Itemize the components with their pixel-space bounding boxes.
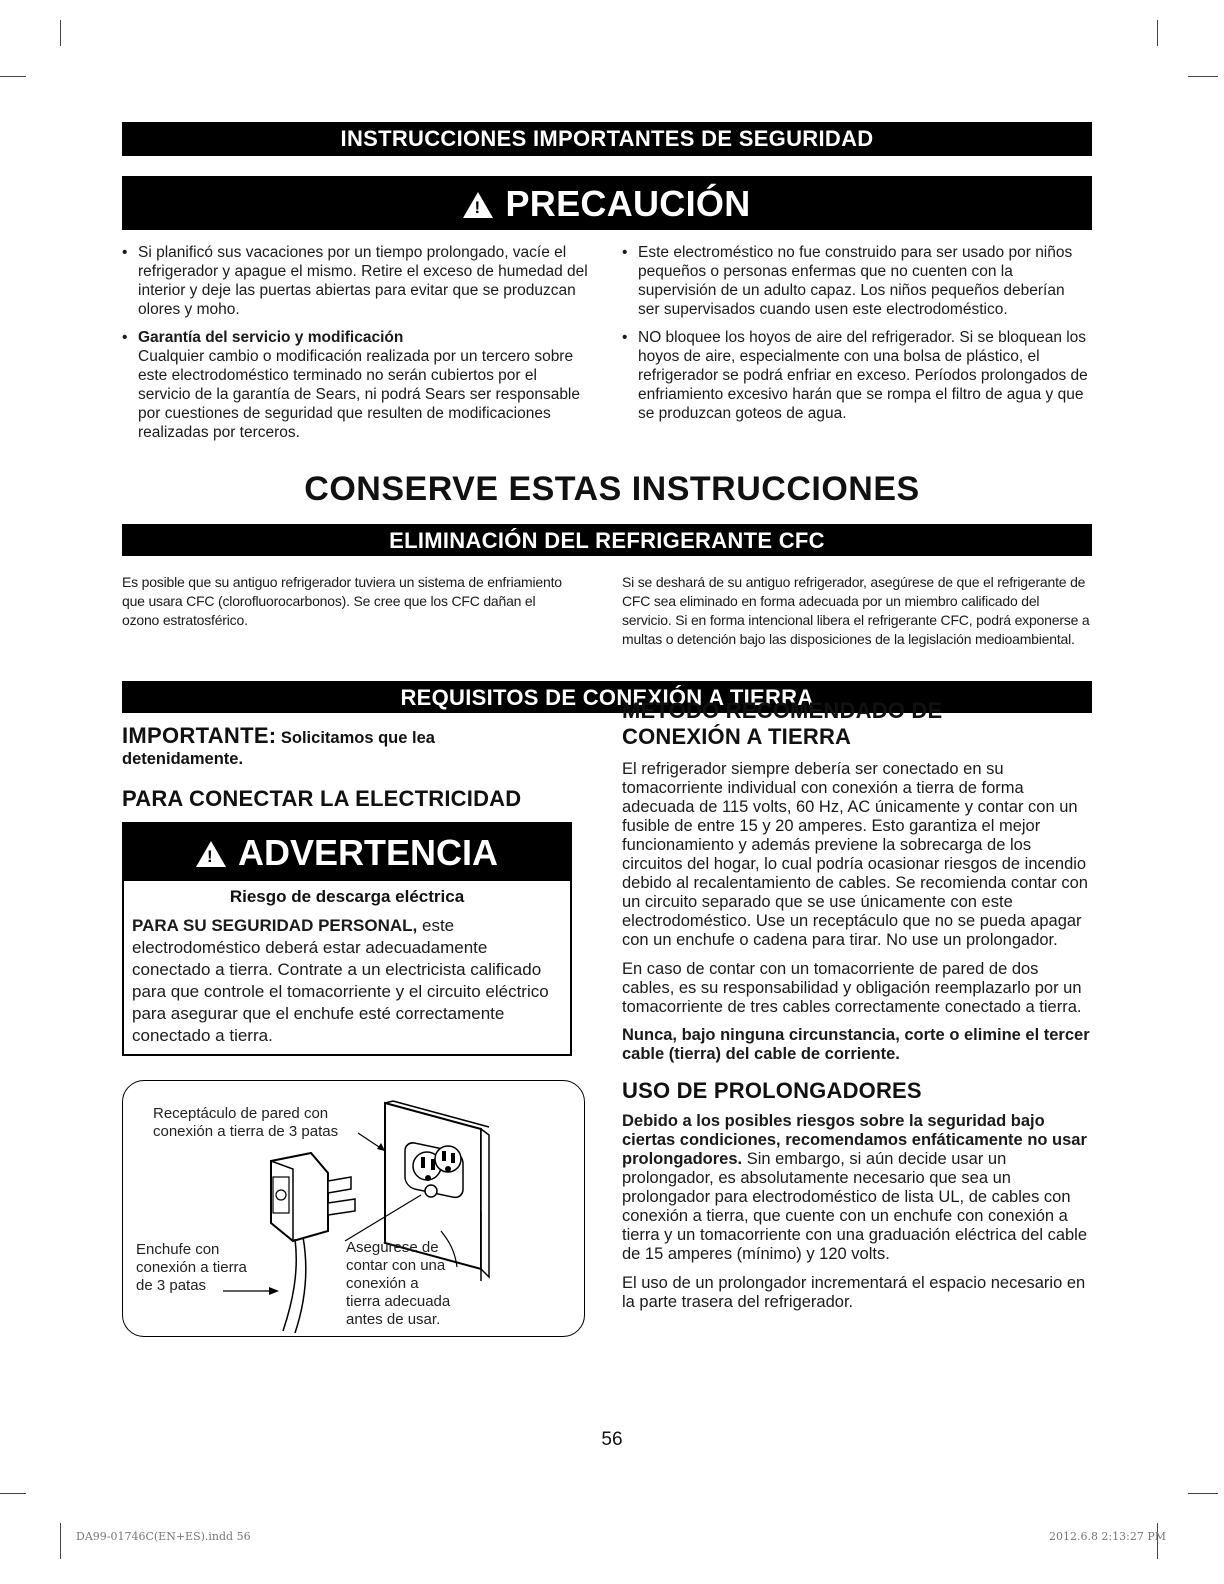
crop-mark [0, 1493, 26, 1494]
caution-item-airholes: NO bloquee los hoyos de aire del refrigerador. Si se bloquean los hoyos de aire, especialmente con una bolsa de plástico, el refrigerador se podrá enfriar en exceso. Períodos prolongados de enfriamiento excesivo harán que se rompa el filtro de agua y que se produzcan goteos de agua. [638, 329, 1088, 422]
warning-body [124, 907, 570, 1047]
method-warning: Nunca, bajo ninguna circunstancia, corte o elimine el tercer cable (tierra) del cable de corriente. [622, 1026, 1090, 1063]
method-title-line: CONEXIÓN A TIERRA [622, 724, 852, 749]
cfc-right-text: Si se deshará de su antiguo refrigerador, asegúrese de que el refrigerante de CFC sea eliminado en forma adecuada por un miembro calificado del servicio. Si en forma intencional libera el refrigerante CFC, podrá exponerse a multas o detención bajo las disposiciones de la legislación medioambiental. [622, 574, 1090, 647]
caption-line: antes de usar. [346, 1311, 441, 1328]
method-column [622, 698, 1092, 1312]
footer-file: DA99-01746C(EN+ES).indd 56 [76, 1530, 251, 1543]
warning-text: este electrodoméstico deberá estar adecuadamente conectado a tierra. Contrate a un electricista calificado para que controle el tomacorriente y el circuito eléctrico para asegurar que el enchufe esté correctamente conectado a tierra. [132, 916, 549, 1045]
method-paragraph-2: En caso de contar con un tomacorriente de pared de dos cables, es su responsabilidad y obligación reemplazarlo por un tomacorriente de tres cables correctamente conectado a tierra. [622, 960, 1082, 1016]
crop-mark [0, 76, 26, 77]
crop-mark [60, 20, 61, 46]
warning-box [122, 822, 572, 1056]
list-item [122, 243, 592, 319]
warning-icon [463, 192, 493, 218]
method-paragraph-1: El refrigerador siempre debería ser conectado en su tomacorriente individual con conexión a tierra de forma adecuada de 115 volts, 60 Hz, AC únicamente y contar con un fusible de entre 15 y 20 amperes. Esto garantiza el mejor funcionamiento y además previene la sobrecarga de los circuitos del hogar, lo cual podría ocasionar riesgos de incendio debido al recalentamiento de cables. Se recomienda contar con un circuito separado que se use únicamente con este electrodoméstico. Use un receptáculo que no se pueda apagar con un enchufe o cadena para tirar. No use un prolongador. [622, 760, 1088, 949]
caution-header [122, 176, 1092, 230]
warranty-text: Cualquier cambio o modificación realizada por un tercero sobre este electrodoméstico terminado no serán cubiertos por el servicio de la garantía de Sears, ni podrá Sears ser responsable por cuestiones de seguridad que resulten de modificaciones realizadas por terceros. [138, 348, 580, 441]
important-text-2: detenidamente. [122, 750, 244, 768]
caption-line: Receptáculo de pared con [153, 1105, 329, 1122]
caption-plug [136, 1241, 247, 1295]
crop-mark [1188, 1493, 1218, 1494]
page-number: 56 [601, 1429, 623, 1450]
warning-bold: PARA SU SEGURIDAD PERSONAL, [132, 916, 418, 935]
warranty-title: • Garantía del servicio y modificación [138, 329, 404, 346]
warning-subtitle: Riesgo de descarga eléctrica [229, 887, 465, 906]
grounding-header: REQUISITOS DE CONEXIÓN A TIERRA [122, 681, 1092, 713]
important-text: Solicitamos que lea [280, 729, 435, 747]
extension-text: Sin embargo, si aún decide usar un prolongador, es absolutamente necesario que sea un prolongador para electrodoméstico de lista UL, de cables con conexión a tierra, que cuente con un enchufe con conexión a tierra y un tomacorriente con una graduación eléctrica del cable de 15 amperes (mínimo) y 120 volts. [622, 1150, 1088, 1263]
save-instructions-title: CONSERVE ESTAS INSTRUCCIONES [304, 470, 920, 508]
caption-line: tierra adecuada [346, 1293, 451, 1310]
list-item [622, 328, 1090, 423]
caution-title: PRECAUCIÓN [505, 183, 751, 224]
caption-line: conexión a [346, 1275, 419, 1292]
crop-mark [1157, 20, 1158, 46]
caption-line: conexión a tierra de 3 patas [153, 1123, 339, 1140]
method-title-line: MÉTODO RECOMENDADO DE [622, 698, 943, 723]
list-item [622, 243, 1090, 319]
caution-item-vacation: Si planificó sus vacaciones por un tiempo prolongado, vacíe el refrigerador y apague el mismo. Retire el exceso de humedad del interior y deje las puertas abiertas para evitar que se produzcan olores y moho. [138, 244, 588, 318]
caption-line: Asegúrese de [346, 1239, 439, 1256]
footer-stamp: 2012.6.8 2:13:27 PM [1048, 1530, 1166, 1543]
important-label: IMPORTANTE: [122, 723, 277, 748]
safety-header: INSTRUCCIONES IMPORTANTES DE SEGURIDAD [122, 122, 1092, 156]
warning-header [124, 824, 570, 881]
caption-line: de 3 patas [136, 1277, 207, 1294]
method-title [622, 698, 1092, 750]
grounding-figure [122, 1080, 585, 1337]
caution-right-column [622, 243, 1090, 432]
cfc-left-text: Es posible que su antiguo refrigerador tuviera un sistema de enfriamiento que usara CFC (clorofluorocarbonos). Se cree que los CFC dañan el ozono estratosférico. [122, 574, 562, 628]
extension-cords-title: USO DE PROLONGADORES [622, 1078, 922, 1103]
important-note [122, 723, 582, 770]
caption-line: Enchufe con [136, 1241, 220, 1258]
extension-paragraph [622, 1112, 1092, 1264]
extension-paragraph-2: El uso de un prolongador incrementará el espacio necesario en la parte trasera del refrigerador. [622, 1274, 1086, 1311]
caption-check [346, 1239, 450, 1329]
list-item [122, 328, 592, 442]
warning-title: ADVERTENCIA [237, 832, 498, 873]
caption-line: contar con una [346, 1257, 446, 1274]
caution-left-column [122, 243, 592, 451]
connect-electricity-title: PARA CONECTAR LA ELECTRICIDAD [122, 786, 522, 811]
cfc-header: ELIMINACIÓN DEL REFRIGERANTE CFC [122, 524, 1092, 556]
crop-mark [1188, 76, 1218, 77]
caption-outlet [153, 1105, 338, 1141]
caution-item-children: Este electroméstico no fue construido para ser usado por niños pequeños o personas enfermas que no cuenten con la supervisión de un adulto capaz. Los niños pequeños deberían ser supervisados cuando usen este electrodoméstico. [638, 244, 1073, 318]
warning-icon [196, 841, 226, 867]
extension-bold: Debido a los posibles riesgos sobre la seguridad bajo ciertas condiciones, recomendamos enfáticamente no usar prolongadores. [622, 1112, 1087, 1168]
caption-line: conexión a tierra [136, 1259, 247, 1276]
crop-mark [60, 1523, 61, 1559]
